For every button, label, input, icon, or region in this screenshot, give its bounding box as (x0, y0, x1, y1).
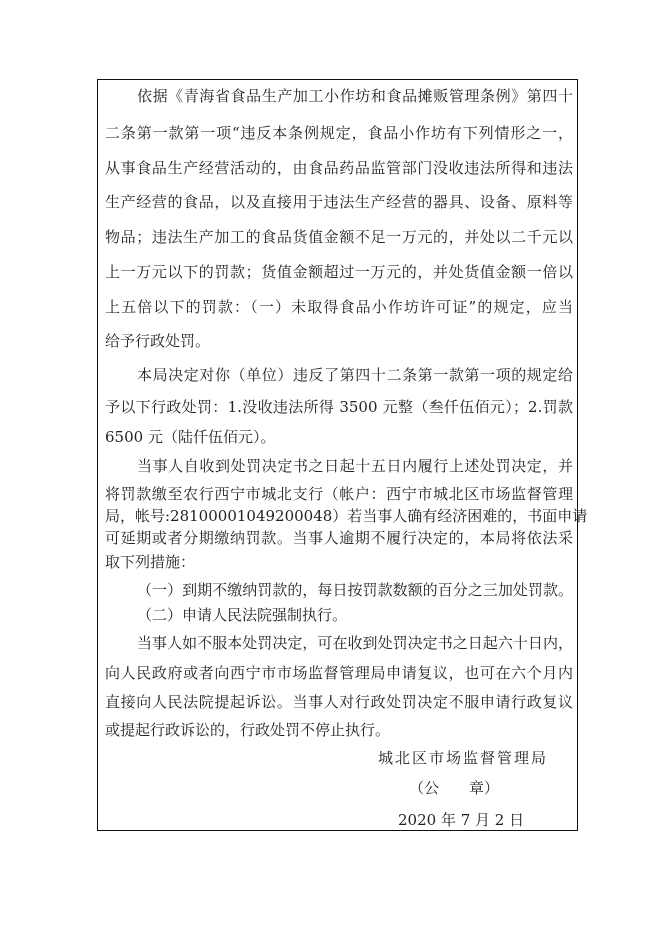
text-line: 物品；违法生产加工的食品货值金额不足一万元的，并处以二千元以 (105, 228, 573, 246)
text-line: 上五倍以下的罚款：（一）未取得食品小作坊许可证”的规定，应当 (105, 298, 573, 316)
issuing-agency: 城北区市场监督管理局 (378, 749, 549, 767)
text-line: 直接向人民法院提起诉讼。当事人对行政处罚决定不服申请行政复议 (105, 693, 573, 711)
text-line: 上一万元以下的罚款；货值金额超过一万元的，并处货值金额一倍以 (105, 263, 573, 281)
text-line: 当事人如不服本处罚决定，可在收到处罚决定书之日起六十日内， (137, 634, 573, 652)
text-line: 予以下行政处罚：1.没收违法所得 3500 元整（叁仟伍佰元）；2.罚款 (105, 398, 573, 416)
document-frame (97, 79, 588, 831)
measure-item-1: （一）到期不缴纳罚款的，每日按罚款数额的百分之三加处罚款。 (137, 581, 573, 599)
text-line: 向人民政府或者向西宁市市场监督管理局申请复议，也可在六个月内 (105, 664, 573, 682)
text-line: 当事人自收到处罚决定书之日起十五日内履行上述处罚决定，并 (137, 457, 573, 475)
official-seal-label: （公 章） (409, 779, 500, 797)
measure-item-2: （二）申请人民法院强制执行。 (137, 606, 348, 624)
text-line: 将罚款缴至农行西宁市城北支行（帐户：西宁市城北区市场监督管理 (105, 485, 573, 503)
text-line: 可延期或者分期缴纳罚款。当事人逾期不履行决定的，本局将依法采 (105, 529, 573, 547)
text-line: 依据《青海省食品生产加工小作坊和食品摊贩管理条例》第四十 (137, 87, 573, 105)
text-line: 取下列措施： (105, 553, 196, 571)
text-line: 局，帐号:28100001049200048）若当事人确有经济困难的，书面申请 (105, 507, 588, 525)
text-line: 6500 元（陆仟伍佰元）。 (105, 428, 276, 446)
decision-date: 2020 年 7 月 2 日 (398, 811, 525, 829)
text-line: 本局决定对你（单位）违反了第四十二条第一款第一项的规定给 (137, 366, 573, 384)
text-line: 生产经营的食品，以及直接用于违法生产经营的器具、设备、原料等 (105, 193, 573, 211)
text-line: 给予行政处罚。 (105, 332, 211, 350)
text-line: 从事食品生产经营活动的，由食品药品监管部门没收违法所得和违法 (105, 159, 573, 177)
text-line: 二条第一款第一项“违反本条例规定，食品小作坊有下列情形之一， (105, 124, 573, 142)
text-line: 或提起行政诉讼的，行政处罚不停止执行。 (105, 721, 391, 739)
